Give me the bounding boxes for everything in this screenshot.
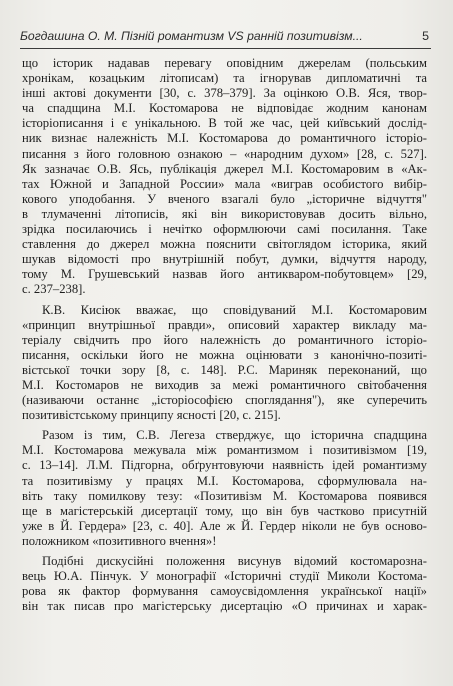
text-line: с. 13–14]. Л.М. Підгорна, обґрунтовуючи наявність ідей романтизму bbox=[22, 458, 427, 473]
text-line: вістської точки зору [8, с. 148]. Р.С. Мариняк переконаний, що bbox=[22, 362, 427, 377]
text-line: ще в магістерській дисертації тому, що він був частково присутній bbox=[22, 503, 427, 518]
text-line: М.І. Костомаров не виходив за межі романтичного світобачення bbox=[22, 377, 427, 392]
text-line: хронікам, козацьким літописам) та ігнорував дипломатичні та bbox=[22, 71, 427, 86]
text-line: тах Южной и Западной России» мала «виграв особистого вибір- bbox=[22, 176, 427, 191]
body-text bbox=[22, 56, 427, 614]
text-line: К.В. Кисіюк вважає, що сповідуваний М.І. Костомаровим bbox=[42, 302, 427, 317]
text-line: ставлення до джерел можна пояснити світоглядом історика, який bbox=[22, 237, 427, 252]
text-line: та позитивізму у працях М.І. Костомарова, сформулювала на- bbox=[22, 473, 427, 488]
text-line: «принцип внутрішньої правди», описовий характер викладу ма- bbox=[22, 317, 427, 332]
text-line: що історик надавав перевагу оповідним джерелам (польським bbox=[22, 56, 427, 70]
text-line: позитивістському принципу ясності [20, с. 215]. bbox=[22, 408, 281, 423]
text-line: кового уподобання. У вченого взагалі було „історичне відчуття" bbox=[22, 191, 427, 206]
text-line: він так писав про магістерську дисертацію «О причинах и харак- bbox=[22, 599, 427, 614]
text-line: шукав відомості про внутрішній побут, думки, відчуття народу, bbox=[22, 252, 427, 267]
text-line: теріалу свідчить про його належність до романтичного історіо- bbox=[22, 332, 427, 347]
text-line: Разом із тим, С.В. Легеза стверджує, що історична спадщина bbox=[42, 428, 427, 443]
running-header bbox=[20, 26, 431, 49]
running-title: Богдашина О. М. Пізній романтизм VS ранній позитивізм... bbox=[20, 29, 363, 43]
text-line: віть таку помилкову тезу: «Позитивізм М. Костомарова появився bbox=[22, 488, 427, 503]
text-line: вець Ю.А. Пінчук. У монографії «Історичні студії Миколи Костома- bbox=[22, 569, 427, 584]
paragraph-2 bbox=[22, 303, 427, 424]
text-line: ча спадщина М.І. Костомарова не відповідає жодним канонам bbox=[22, 101, 427, 116]
text-line: с. 237–238]. bbox=[22, 282, 86, 297]
text-line: рова як фактор формування самоусвідомлення української нації» bbox=[22, 584, 427, 599]
text-line: зрідка посилаючись і нечітко оформлюючи самі посилання. Таке bbox=[22, 222, 427, 237]
text-line: ник визнає належність М.І. Костомарова до романтичного історіо- bbox=[22, 131, 427, 146]
text-line: писання, оскільки його не можна оцінювати з канонічно-позиті- bbox=[22, 347, 427, 362]
text-line: Як зазначає О.В. Ясь, публікація джерел М.І. Костомаровим в «Ак- bbox=[22, 161, 427, 176]
text-line: історіописання і є унікальною. В той же час, цей київський дослід- bbox=[22, 116, 427, 131]
paragraph-4 bbox=[22, 554, 427, 614]
text-line: писання з його головною ознакою – «народним духом» [28, с. 527]. bbox=[22, 146, 427, 161]
text-line: Подібні дискусійні положення висунув відомий костомарозна- bbox=[42, 554, 427, 568]
text-line: (називаючи останнє „історіософією споглядання"), яке суперечить bbox=[22, 393, 427, 408]
text-line: М.І. Костомарова межувала між романтизмом і позитивізмом [19, bbox=[22, 443, 427, 458]
text-line: інші актові документи [30, с. 378–379]. За оцінкою О.В. Яся, твор- bbox=[22, 86, 427, 101]
paragraph-1 bbox=[22, 56, 427, 298]
page-number: 5 bbox=[422, 29, 429, 43]
text-line: уже в Й. Гердера» [23, с. 40]. Але ж Й. Гердер ніколи не був осново- bbox=[22, 518, 427, 533]
text-line: положником «позитивного вчення»! bbox=[22, 533, 217, 548]
text-line: тому М. Грушевський назвав його антикваром-побутовцем» [29, bbox=[22, 267, 427, 282]
text-line: в тлумаченні літописів, які він використовував досить вільно, bbox=[22, 206, 427, 221]
paragraph-3 bbox=[22, 428, 427, 549]
